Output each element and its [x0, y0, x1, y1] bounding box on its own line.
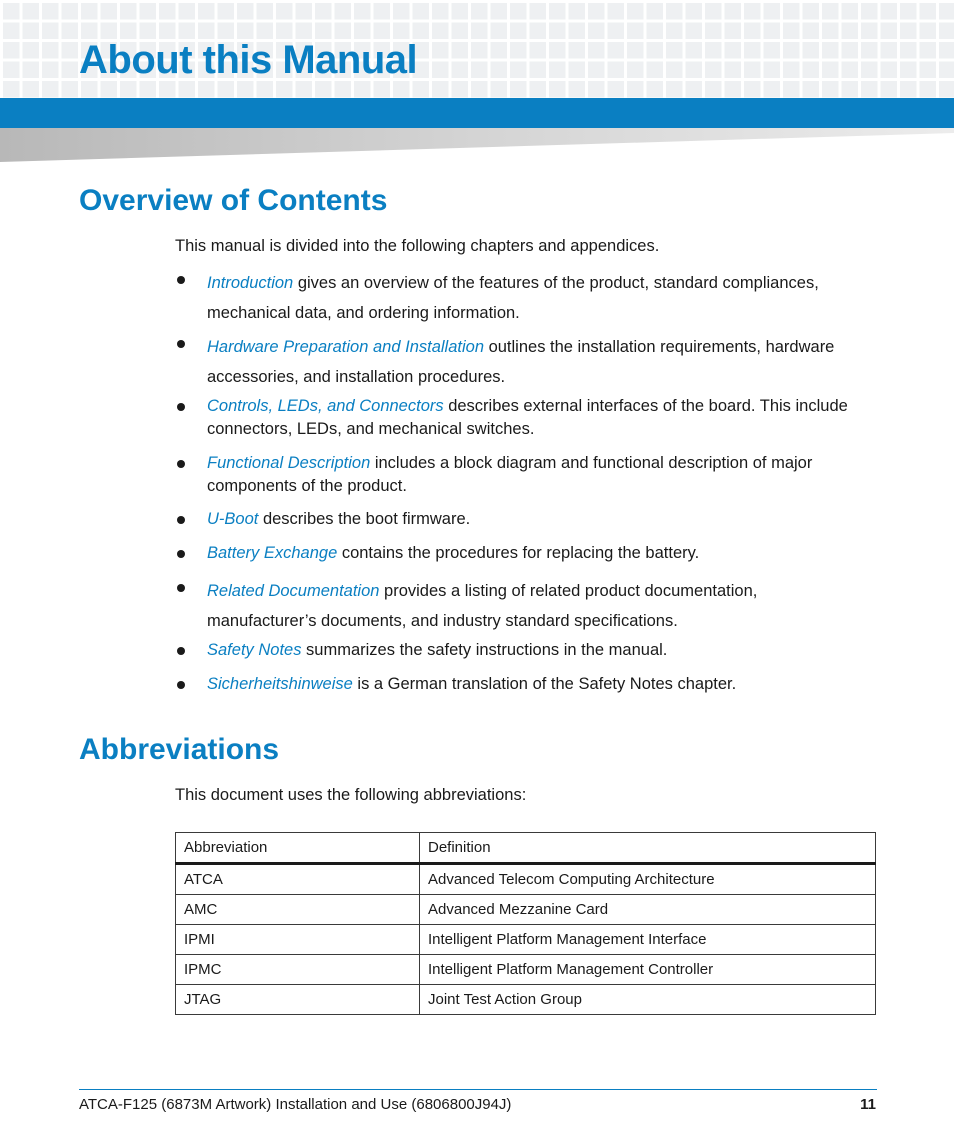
list-item: Safety Notes summarizes the safety instructions in the manual. [207, 639, 867, 662]
header-blue-band [0, 98, 954, 128]
abbreviations-table [175, 832, 876, 1015]
chapter-link[interactable]: Controls, LEDs, and Connectors [207, 397, 444, 415]
bullet-icon [177, 276, 185, 284]
list-item: Related Documentation provides a listing of related product documentation, manufacturer’s documents, and industry standard specifications. [207, 576, 867, 636]
abbreviation-cell: ATCA [176, 864, 420, 895]
table-row [176, 895, 876, 925]
definition-cell: Advanced Mezzanine Card [420, 895, 876, 925]
list-item: Introduction gives an overview of the features of the product, standard compliances, mechanical data, and ordering information. [207, 268, 867, 328]
bullet-icon [177, 340, 185, 348]
bullet-icon [177, 516, 185, 524]
abbreviation-cell: IPMC [176, 955, 420, 985]
page-number: 11 [860, 1096, 876, 1113]
table-header-row [176, 833, 876, 864]
header-gray-wedge [0, 128, 954, 164]
bullet-icon [177, 403, 185, 411]
definition-cell: Intelligent Platform Management Controller [420, 955, 876, 985]
abbreviations-intro: This document uses the following abbreviations: [175, 786, 527, 804]
chapter-link[interactable]: Safety Notes [207, 641, 302, 659]
overview-heading: Overview of Contents [79, 184, 388, 217]
table-row [176, 864, 876, 895]
list-item: U-Boot describes the boot firmware. [207, 508, 867, 531]
abbreviation-cell: AMC [176, 895, 420, 925]
definition-cell: Joint Test Action Group [420, 985, 876, 1015]
bullet-icon [177, 681, 185, 689]
abbreviations-heading: Abbreviations [79, 733, 280, 766]
bullet-icon [177, 584, 185, 592]
chapter-link[interactable]: Introduction [207, 274, 294, 292]
chapter-link[interactable]: U-Boot [207, 510, 259, 528]
abbreviation-cell: IPMI [176, 925, 420, 955]
abbreviation-cell: JTAG [176, 985, 420, 1015]
chapter-link[interactable]: Related Documentation [207, 582, 380, 600]
list-item: Sicherheitshinweise is a German translation of the Safety Notes chapter. [207, 673, 867, 696]
overview-intro: This manual is divided into the following chapters and appendices. [175, 237, 660, 255]
bullet-icon [177, 550, 185, 558]
list-item: Hardware Preparation and Installation outlines the installation requirements, hardware accessories, and installation procedures. [207, 332, 867, 392]
chapter-link[interactable]: Battery Exchange [207, 544, 338, 562]
table-row [176, 985, 876, 1015]
footer-document-title: ATCA-F125 (6873M Artwork) Installation and Use (6806800J94J) [79, 1096, 512, 1113]
bullet-icon [177, 460, 185, 468]
table-row [176, 925, 876, 955]
list-item: Controls, LEDs, and Connectors describes external interfaces of the board. This include connectors, LEDs, and mechanical switches. [207, 395, 867, 441]
footer-rule [79, 1089, 877, 1090]
table-row [176, 955, 876, 985]
definition-cell: Advanced Telecom Computing Architecture [420, 864, 876, 895]
list-item: Battery Exchange contains the procedures for replacing the battery. [207, 542, 867, 565]
column-header: Definition [420, 833, 876, 864]
definition-cell: Intelligent Platform Management Interface [420, 925, 876, 955]
page-title: About this Manual [79, 38, 418, 82]
list-item: Functional Description includes a block diagram and functional description of major components of the product. [207, 452, 867, 498]
column-header: Abbreviation [176, 833, 420, 864]
chapter-link[interactable]: Sicherheitshinweise [207, 675, 353, 693]
bullet-icon [177, 647, 185, 655]
chapter-link[interactable]: Functional Description [207, 454, 371, 472]
chapter-link[interactable]: Hardware Preparation and Installation [207, 338, 484, 356]
